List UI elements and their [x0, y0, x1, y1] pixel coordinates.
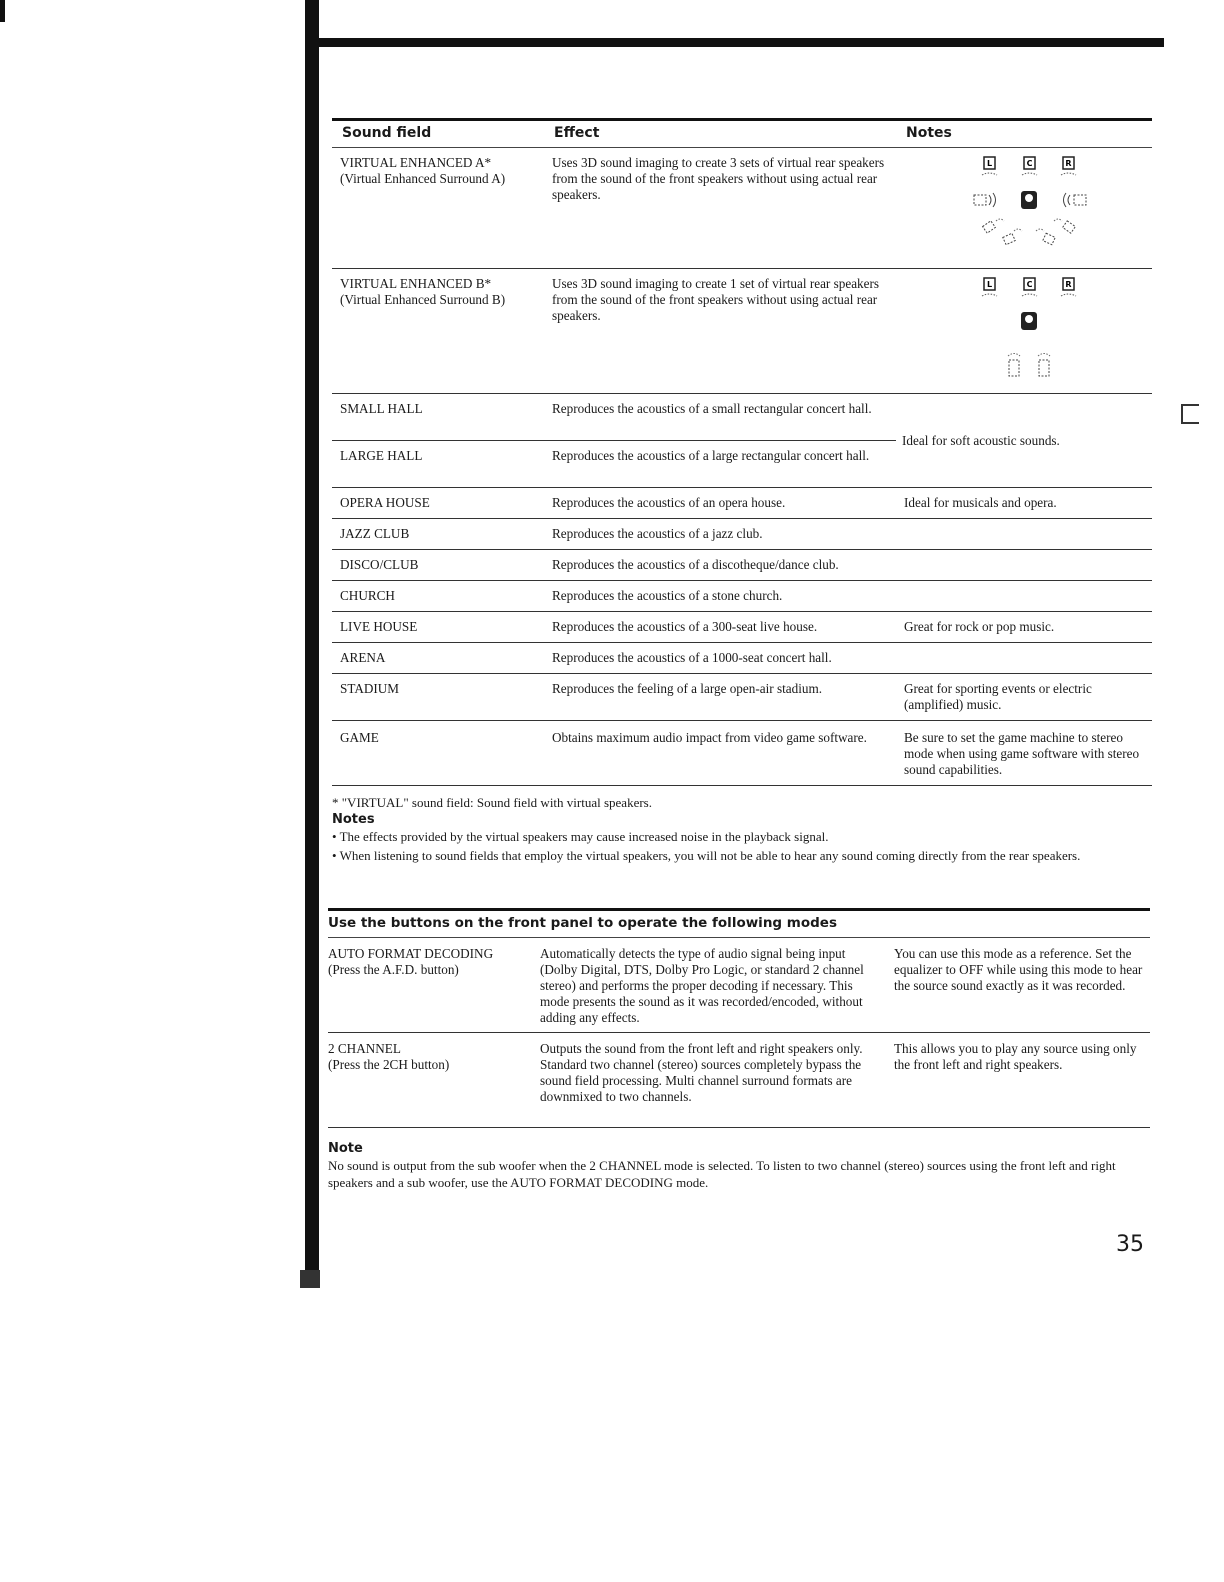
table-row	[332, 269, 1152, 394]
mode-button-hint: (Press the A.F.D. button)	[328, 962, 459, 977]
table-row	[332, 721, 1152, 786]
page-edge-mark	[0, 0, 5, 22]
field-name: CHURCH	[340, 588, 395, 603]
field-effect: Reproduces the acoustics of an opera house.	[552, 495, 786, 510]
svg-text:L: L	[986, 159, 993, 168]
field-effect: Uses 3D sound imaging to create 3 sets of virtual rear speakers from the sound of the front speakers without using actual rear speakers.	[552, 155, 885, 202]
field-notes	[904, 526, 1152, 542]
table-row	[332, 148, 1152, 269]
field-notes: Great for rock or pop music.	[904, 619, 1055, 634]
svg-text:C: C	[1026, 159, 1033, 168]
table-row	[332, 581, 1152, 612]
bottom-note-title: Note	[328, 1141, 363, 1156]
bottom-note	[328, 1140, 1150, 1191]
header-notes: Notes	[906, 125, 952, 141]
front-panel-heading: Use the buttons on the front panel to operate the following modes	[328, 908, 1150, 938]
top-rule	[312, 38, 1164, 47]
mode-name: 2 CHANNEL	[328, 1041, 401, 1056]
field-name: VIRTUAL ENHANCED A*	[340, 155, 492, 170]
binding-spine-tail	[300, 1270, 320, 1288]
svg-text:C: C	[1026, 280, 1033, 289]
table-row	[332, 612, 1152, 643]
field-notes	[904, 588, 1152, 604]
sound-field-table	[332, 118, 1152, 864]
field-name: LIVE HOUSE	[340, 619, 418, 634]
note-item: • When listening to sound fields that employ the virtual speakers, you will not be able to hear any sound coming directly from the rear speakers.	[332, 848, 1081, 863]
field-notes: Ideal for musicals and opera.	[904, 495, 1057, 510]
table-row	[332, 643, 1152, 674]
mode-name: AUTO FORMAT DECODING	[328, 946, 494, 961]
field-effect: Reproduces the acoustics of a 1000-seat concert hall.	[552, 650, 832, 665]
binding-spine	[305, 0, 319, 1280]
table-row	[328, 1033, 1150, 1128]
field-effect: Reproduces the acoustics of a jazz club.	[552, 526, 763, 541]
field-effect: Reproduces the acoustics of a discotheque/dance club.	[552, 557, 839, 572]
notes-section	[332, 794, 1152, 864]
table-row	[332, 488, 1152, 519]
mode-notes: This allows you to play any source using only the front left and right speakers.	[894, 1041, 1137, 1072]
svg-text:R: R	[1065, 280, 1072, 289]
svg-text:L: L	[986, 280, 993, 289]
speaker-diagram-a	[964, 155, 1094, 259]
notes-title: Notes	[332, 812, 375, 827]
field-name: OPERA HOUSE	[340, 495, 430, 510]
front-panel-table	[328, 908, 1150, 1191]
field-name: GAME	[340, 730, 379, 745]
bottom-note-text: No sound is output from the sub woofer when the 2 CHANNEL mode is selected. To listen to two channel (stereo) sources using the front left and right speakers and a sub woofer, use the AUTO FORMAT DECODING mode.	[328, 1158, 1116, 1190]
page-number: 35	[1116, 1232, 1144, 1257]
field-name: LARGE HALL	[340, 448, 423, 463]
field-effect: Uses 3D sound imaging to create 1 set of virtual rear speakers from the sound of the front speakers without using actual rear speakers.	[552, 276, 880, 323]
speaker-diagram-b	[964, 276, 1094, 384]
table-row	[332, 674, 1152, 721]
field-subname: (Virtual Enhanced Surround A)	[340, 171, 506, 186]
mode-effect: Automatically detects the type of audio signal being input (Dolby Digital, DTS, Dolby Pro Logic, or standard 2 channel stereo) and performs the proper decoding if necessary. This mode presents the sound as it was recorded/encoded, without adding any effects.	[540, 946, 864, 1025]
mode-button-hint: (Press the 2CH button)	[328, 1057, 450, 1072]
field-effect: Reproduces the acoustics of a large rectangular concert hall.	[552, 448, 870, 463]
field-effect: Obtains maximum audio impact from video game software.	[552, 730, 867, 745]
hall-group	[332, 394, 1152, 488]
field-name: VIRTUAL ENHANCED B*	[340, 276, 492, 291]
field-effect: Reproduces the feeling of a large open-air stadium.	[552, 681, 823, 696]
field-effect: Reproduces the acoustics of a 300-seat live house.	[552, 619, 818, 634]
field-name: ARENA	[340, 650, 386, 665]
header-sound-field: Sound field	[342, 125, 432, 141]
field-effect: Reproduces the acoustics of a stone church.	[552, 588, 783, 603]
field-name: DISCO/CLUB	[340, 557, 419, 572]
table-row	[332, 394, 896, 441]
speaker-layout-icon	[964, 276, 1094, 384]
field-effect: Reproduces the acoustics of a small rectangular concert hall.	[552, 401, 872, 416]
note-item: • The effects provided by the virtual speakers may cause increased noise in the playback signal.	[332, 829, 829, 844]
table-row	[328, 938, 1150, 1033]
mode-effect: Outputs the sound from the front left and right speakers only. Standard two channel (stereo) sources completely bypass the sound field processing. Multi channel surround formats are downmixed to two channels.	[540, 1041, 863, 1104]
header-effect: Effect	[554, 125, 600, 141]
footnote: * "VIRTUAL" sound field: Sound field with virtual speakers.	[332, 795, 652, 810]
field-name: JAZZ CLUB	[340, 526, 410, 541]
mode-notes: You can use this mode as a reference. Set the equalizer to OFF while using this mode to hear the source sound exactly as it was recorded.	[894, 946, 1143, 993]
svg-text:R: R	[1065, 159, 1072, 168]
table-row	[332, 550, 1152, 581]
field-subname: (Virtual Enhanced Surround B)	[340, 292, 506, 307]
table-row	[332, 519, 1152, 550]
field-name: SMALL HALL	[340, 401, 423, 416]
table-header	[332, 118, 1152, 148]
speaker-layout-icon	[964, 155, 1094, 259]
field-notes	[904, 557, 1152, 573]
hall-note: Ideal for soft acoustic sounds.	[902, 432, 1060, 448]
field-notes	[904, 650, 1152, 666]
field-name: STADIUM	[340, 681, 400, 696]
field-notes: Great for sporting events or electric (amplified) music.	[904, 681, 1092, 712]
field-notes: Be sure to set the game machine to stereo mode when using game software with stereo sound capabilities.	[904, 730, 1140, 777]
edge-tab	[1181, 404, 1199, 424]
table-row	[332, 441, 896, 487]
